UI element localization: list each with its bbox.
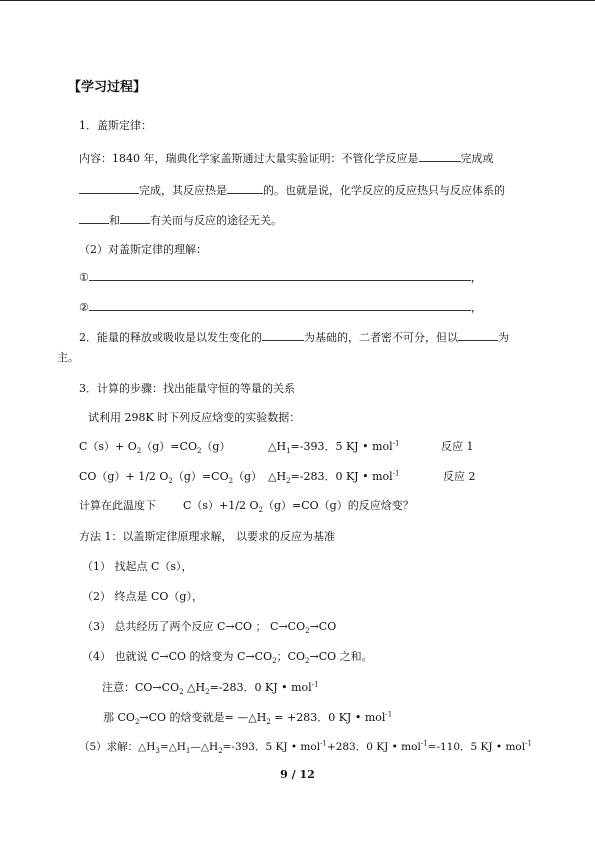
reaction-1-equation	[79, 440, 230, 454]
text-span: 那 CO	[103, 711, 135, 724]
subscript: 2	[305, 627, 310, 636]
text-span: 注意：CO→CO	[102, 681, 180, 694]
reaction-1-label: 反应 1	[441, 440, 474, 453]
fill-blank[interactable]	[89, 270, 471, 281]
text-span: （3） 总共经历了两个反应 C→CO ； C→CO	[82, 620, 306, 633]
superscript: -1	[392, 439, 400, 448]
text-span: （g）=CO	[141, 440, 197, 453]
subscript: 1	[185, 747, 191, 756]
text-span: （g）=CO（g）的反应焓变？	[262, 499, 414, 512]
text-span: →CO 之和。	[309, 650, 373, 663]
text-span: C（s）+ O	[79, 440, 137, 453]
text-span: 为基础的，二者密不可分，但以	[304, 331, 458, 344]
text-span: 和	[109, 214, 120, 227]
reaction-2-equation	[79, 470, 262, 484]
subscript: 2	[218, 747, 223, 756]
text-span: ，	[470, 271, 482, 284]
hess-content-line2	[79, 183, 505, 198]
text-span: =△H	[159, 741, 186, 753]
item-mark: ②	[79, 301, 89, 314]
text-span: （g）	[233, 470, 263, 483]
hess-heading: 1．盖斯定律：	[79, 119, 152, 132]
subscript: 2	[196, 447, 202, 456]
note-line	[102, 681, 319, 695]
subscript: 1	[286, 447, 291, 456]
text-span: 为	[498, 331, 509, 344]
reaction-1-enthalpy	[268, 440, 399, 454]
top-rule	[0, 0, 595, 1]
step-1: （1） 找起点 C（s），	[82, 560, 193, 573]
text-span: △H	[268, 440, 287, 453]
energy-line2: 主。	[57, 351, 79, 364]
text-span: 的。也就是说，化学反应的反应热只与反应体系的	[263, 184, 505, 197]
text-span: →CO 的焓变就是= —△H	[139, 711, 267, 724]
text-span: =-283．0 KJ • mol	[209, 681, 312, 694]
fill-blank[interactable]	[79, 183, 139, 194]
step-3	[82, 620, 336, 634]
understand-heading: （2）对盖斯定律的理解：	[79, 243, 207, 256]
text-span: +283．0 KJ • mol	[326, 741, 421, 753]
subscript: 2	[305, 657, 310, 666]
fill-blank[interactable]	[79, 213, 109, 224]
subscript: 2	[168, 477, 173, 486]
subscript: 2	[272, 657, 277, 666]
text-span: △H	[268, 470, 287, 483]
subscript: 2	[205, 688, 210, 697]
calc-question-b	[183, 499, 414, 513]
text-span: CO（g）+ 1/2 O	[79, 470, 169, 483]
text-span: 内容：1840 年，瑞典化学家盖斯通过大量实验证明：不管化学反应是	[79, 152, 419, 165]
calc-intro: 试利用 298K 时下列反应焓变的实验数据：	[88, 411, 301, 424]
step-2: （2） 终点是 CO（g），	[82, 590, 203, 603]
subscript: 2	[258, 506, 263, 515]
fill-blank[interactable]	[89, 300, 471, 311]
hess-content-line3	[79, 213, 282, 228]
text-span: →CO	[309, 620, 337, 633]
calc-question-a: 计算在此温度下	[79, 499, 156, 512]
subscript: 2	[228, 477, 234, 486]
hess-content-line1	[79, 151, 494, 166]
text-span: = +283．0 KJ • mol	[270, 711, 386, 724]
fill-blank[interactable]	[262, 330, 304, 341]
text-span: 完成或	[460, 152, 494, 165]
step-4	[82, 650, 373, 664]
superscript: -1	[525, 739, 532, 748]
page-number: 9 / 12	[280, 768, 315, 781]
text-span: （g）=CO	[172, 470, 229, 483]
subscript: 2	[266, 718, 271, 727]
text-span: （4） 也就说 C→CO 的焓变为 C→CO	[82, 650, 273, 663]
superscript: -1	[392, 469, 400, 478]
fill-blank[interactable]	[227, 183, 263, 194]
section-title: 【学习过程】	[68, 80, 147, 95]
fill-blank[interactable]	[419, 151, 461, 162]
then-line	[103, 711, 392, 725]
text-span: =-393．5 KJ • mol	[222, 741, 321, 753]
text-span: ，	[470, 301, 482, 314]
text-span: C（s）+1/2 O	[183, 499, 259, 512]
energy-line1	[79, 330, 509, 345]
item-mark: ①	[79, 271, 89, 284]
text-span: （g）	[201, 440, 231, 453]
superscript: -1	[320, 739, 327, 748]
text-span: △H	[183, 681, 206, 694]
fill-blank[interactable]	[120, 213, 150, 224]
superscript: -1	[311, 680, 319, 689]
reaction-2-enthalpy	[268, 470, 399, 484]
text-span: =-393．5 KJ • mol	[290, 440, 393, 453]
understand-item-1	[79, 270, 482, 285]
solve-line	[79, 740, 532, 754]
text-span: （5）求解：△H	[79, 741, 156, 753]
subscript: 2	[179, 688, 184, 697]
calc-heading: 3．计算的步骤：找出能量守恒的等量的关系	[79, 382, 295, 395]
text-span: =-283．0 KJ • mol	[290, 470, 393, 483]
superscript: -1	[420, 739, 428, 748]
text-span: 有关而与反应的途径无关。	[150, 214, 282, 227]
method-1: 方法 1：以盖斯定律原理求解， 以要求的反应为基准	[79, 530, 335, 543]
text-span: 2．能量的释放或吸收是以发生变化的	[79, 331, 262, 344]
text-span: =-110．5 KJ • mol	[427, 741, 526, 753]
superscript: -1	[385, 710, 393, 719]
subscript: 2	[286, 477, 291, 486]
text-span: —△H	[190, 741, 219, 753]
text-span: 完成，其反应热是	[139, 184, 227, 197]
text-span: ；CO	[276, 650, 306, 663]
understand-item-2	[79, 300, 482, 315]
subscript: 2	[136, 447, 142, 456]
subscript: 3	[155, 747, 160, 756]
reaction-2-label: 反应 2	[443, 470, 476, 483]
subscript: 2	[134, 718, 140, 727]
fill-blank[interactable]	[458, 330, 498, 341]
